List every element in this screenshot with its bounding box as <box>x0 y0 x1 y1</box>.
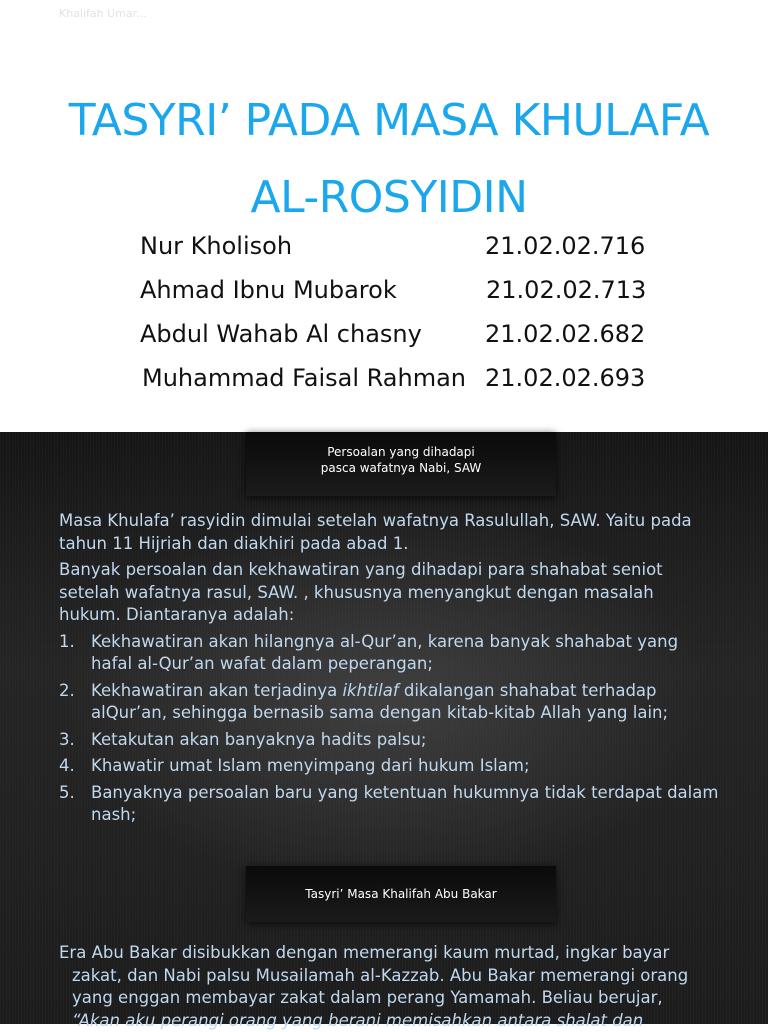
slide-header-text: Khalifah Umar... <box>59 7 147 20</box>
content-slide <box>0 432 768 1030</box>
intro-paragraph: Masa Khulafa’ rasyidin dimulai setelah wafatnya Rasulullah, SAW. Yaitu pada tahun 11 Hijriah dan diakhiri pada abad 1. <box>59 511 692 553</box>
list-item-text: Kekhawatiran akan terjadinya <box>91 680 343 700</box>
list-number: 1. <box>59 631 75 651</box>
author-name: Muhammad Faisal Rahman <box>142 364 467 392</box>
list-item <box>59 680 719 725</box>
slide-title-line-1: TASYRI’ PADA MASA KHULAFA <box>68 95 710 146</box>
section-heading-line: Persoalan yang dihadapi <box>327 445 475 459</box>
abu-bakar-quote: “Akan aku perangi orang yang berani memisahkan antara shalat dan <box>72 1010 644 1030</box>
author-name: Nur Kholisoh <box>140 232 293 260</box>
list-item-text: Ketakutan akan banyaknya hadits palsu; <box>91 729 427 749</box>
author-row <box>0 276 768 320</box>
list-item <box>59 729 719 752</box>
slide-title <box>0 82 768 236</box>
section-heading-problems <box>246 432 556 496</box>
list-item-italic-term: ikhtilaf <box>342 680 399 700</box>
list-number: 4. <box>59 756 75 775</box>
slide-title-line-2: AL-ROSYIDIN <box>250 172 528 223</box>
list-item-text: Banyaknya persoalan baru yang ketentuan hukumnya tidak terdapat dalam nash; <box>91 782 719 824</box>
list-item-text: dikalangan shahabat terhadap alQur’an, sehingga bernasib sama dengan kitab-kitab Allah yang lain; <box>91 680 669 722</box>
list-item <box>59 631 719 676</box>
section-body <box>59 510 719 831</box>
title-slide <box>0 0 768 432</box>
abu-bakar-body <box>59 942 719 1032</box>
section-heading-line: pasca wafatnya Nabi, SAW <box>320 461 482 475</box>
author-id: 21.02.02.713 <box>486 276 647 304</box>
abu-bakar-text: Era Abu Bakar disibukkan dengan memerangi kaum murtad, ingkar bayar zakat, dan Nabi palsu Musailamah al-Kazzab. Abu Bakar memerangi orang yang enggan membayar zakat dalam perang Yamamah. Beliau berujar, <box>59 943 689 1007</box>
list-item <box>59 782 719 827</box>
author-name: Abdul Wahab Al chasny <box>140 320 422 348</box>
problems-list <box>59 631 719 827</box>
list-number: 2. <box>59 680 75 700</box>
author-name: Ahmad Ibnu Mubarok <box>140 276 397 304</box>
author-id: 21.02.02.716 <box>485 232 646 260</box>
list-item-text: Khawatir umat Islam menyimpang dari hukum Islam; <box>91 756 530 775</box>
section-heading-abu-bakar: Tasyri’ Masa Khalifah Abu Bakar <box>246 866 556 922</box>
author-id: 21.02.02.693 <box>485 364 646 392</box>
author-row <box>0 232 768 276</box>
list-item-text: Kekhawatiran akan hilangnya al-Qur’an, karena banyak shahabat yang hafal al-Qur’an wafat dalam peperangan; <box>91 631 679 673</box>
author-row <box>0 320 768 364</box>
abu-bakar-paragraph <box>59 942 719 1032</box>
author-id: 21.02.02.682 <box>485 320 646 348</box>
list-number: 5. <box>59 782 75 802</box>
list-item <box>59 755 719 778</box>
list-number: 3. <box>59 729 75 749</box>
author-row <box>0 364 768 408</box>
problems-paragraph: Banyak persoalan dan kekhawatiran yang dihadapi para shahabat seniot setelah wafatnya rasul, SAW. , khususnya menyangkut dengan masalah hukum. Diantaranya adalah: <box>59 560 663 624</box>
